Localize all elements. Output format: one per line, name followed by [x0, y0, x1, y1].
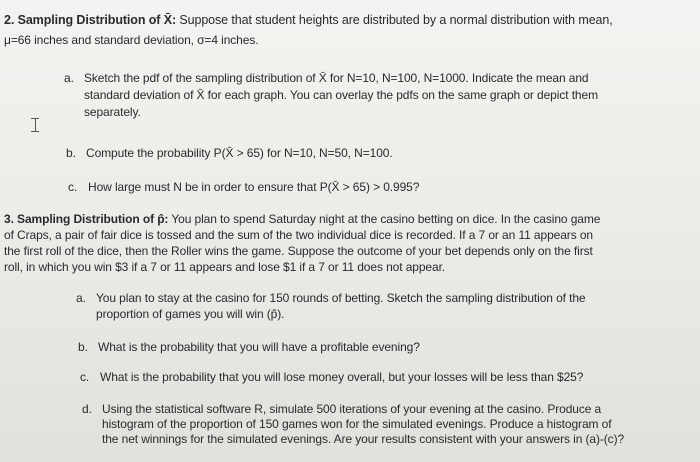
q3c-label: c. — [80, 370, 90, 384]
q2-heading-text: Suppose that student heights are distributed by a normal distribution with mean, — [176, 13, 613, 27]
q2b-line1 — [66, 146, 393, 161]
q2c-label: c. — [68, 180, 78, 194]
q2a-label: a. — [64, 71, 74, 85]
q2-heading-label: 2. Sampling Distribution of X̄: — [4, 13, 177, 27]
text-cursor-icon — [31, 118, 39, 132]
q3a-text-1: You plan to stay at the casino for 150 rounds of betting. Sketch the sampling distribution of the — [96, 291, 586, 305]
q3a-line1 — [76, 291, 586, 306]
q3a-label: a. — [76, 291, 86, 305]
q3-line2: of Craps, a pair of fair dice is tossed and the sum of the two individual dice is recorded. If a 7 or an 11 appears on — [4, 228, 593, 242]
q3d-line3: the net winnings for the simulated evenings. Are your results consistent with your answers in (a)-(c)? — [102, 432, 625, 446]
q2a-line2: standard deviation of X̄ for each graph. You can overlay the pdfs on the same graph or depict them — [84, 88, 598, 102]
q3-heading-text: You plan to spend Saturday night at the casino betting on dice. In the casino game — [168, 212, 601, 226]
q3b-line1 — [78, 340, 420, 355]
q3-line4: roll, in which you win $3 if a 7 or 11 appears and lose $1 if a 7 or 11 does not appear. — [4, 260, 446, 274]
q3d-text-1: Using the statistical software R, simulate 500 iterations of your evening at the casino. Produce a — [102, 402, 602, 416]
q3a-line2: proportion of games you will win (p̂). — [96, 307, 285, 321]
q3d-line2: histogram of the proportion of 150 games won for the simulated evenings. Produce a histogram of — [102, 417, 612, 431]
q3b-text: What is the probability that you will have a profitable evening? — [98, 340, 420, 354]
q2b-text: Compute the probability P(X̄ > 65) for N=10, N=50, N=100. — [86, 146, 393, 160]
q3-heading — [4, 212, 600, 227]
q3d-label: d. — [82, 402, 92, 416]
q3b-label: b. — [78, 340, 88, 354]
q3-heading-label: 3. Sampling Distribution of p̂: — [4, 212, 169, 226]
q2a-text-1: Sketch the pdf of the sampling distribution of X̄ for N=10, N=100, N=1000. Indicate the mean and — [84, 71, 589, 85]
q2a-line3: separately. — [84, 105, 141, 119]
q2a-line1 — [64, 71, 589, 86]
q2b-label: b. — [66, 146, 76, 160]
q3-line3: the first roll of the dice, then the Roller wins the game. Suppose the outcome of your bet depends only on the first — [4, 244, 593, 258]
q3c-text: What is the probability that you will lose money overall, but your losses will be less than $25? — [100, 370, 584, 384]
q2-heading-line2: μ=66 inches and standard deviation, σ=4 inches. — [4, 33, 259, 47]
q2-heading — [4, 13, 613, 28]
q2c-line1 — [68, 180, 419, 195]
q3c-line1 — [80, 370, 583, 385]
q2c-text: How large must N be in order to ensure that P(X̄ > 65) > 0.995? — [88, 180, 420, 194]
q3d-line1 — [82, 402, 601, 417]
